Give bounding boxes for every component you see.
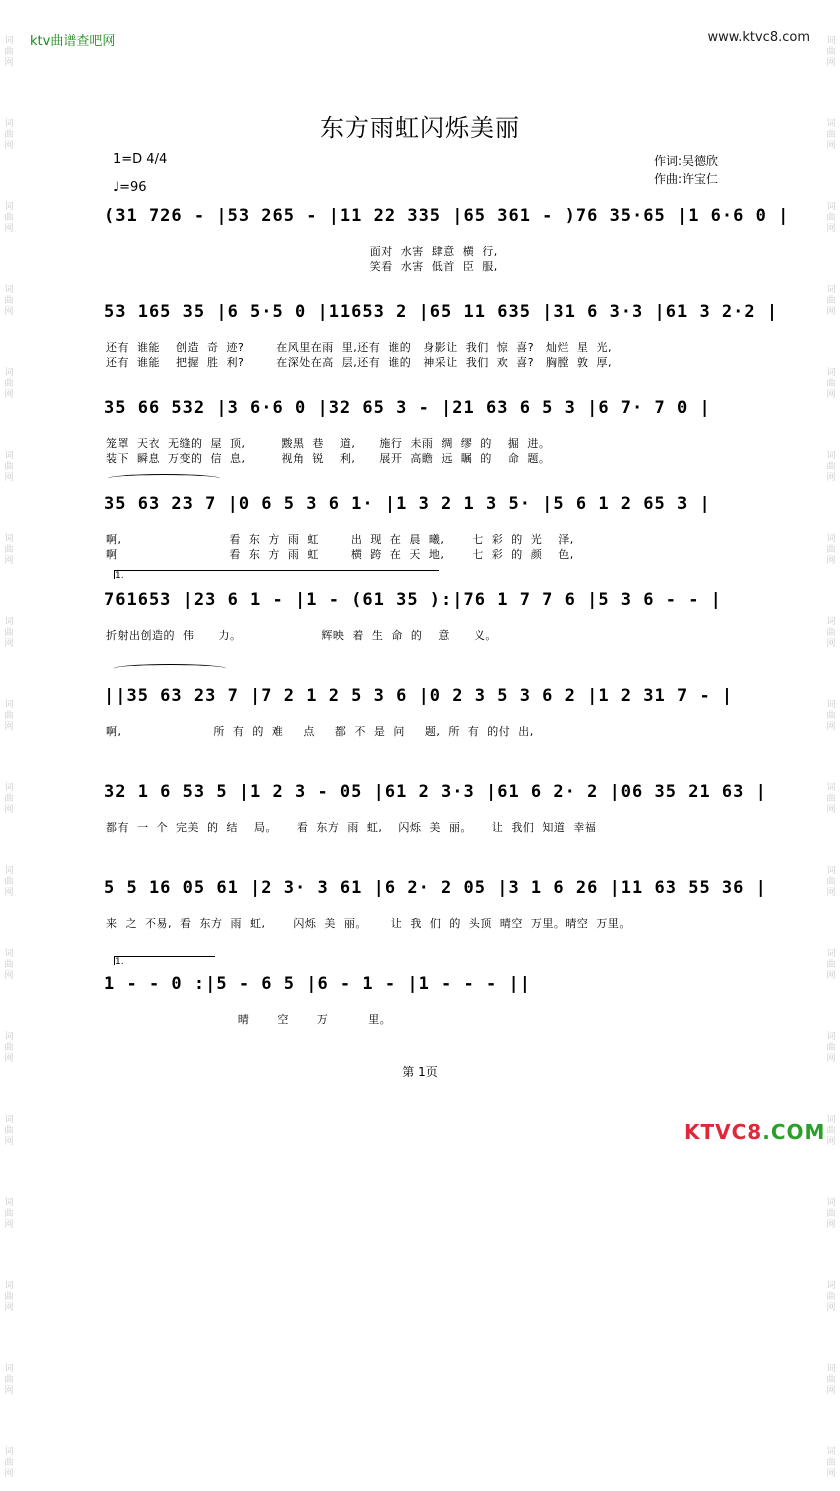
notes-text: 53 165 35 |6 5·5 0 |11653 2 |65 11 635 |31 6 3·3 |61 3 2·2 |: [104, 302, 779, 322]
lyric-line: 折射出创造的 伟 力。 辉映 着 生 命 的 意 义。: [106, 629, 497, 642]
watermark-text: 词 曲 网: [826, 368, 836, 400]
score-row: [104, 678, 754, 748]
notation-line: [104, 390, 754, 426]
watermark-text: 词 曲 网: [4, 783, 14, 815]
watermark-text: 词 曲 网: [4, 1364, 14, 1396]
notation-line: [104, 774, 767, 810]
lyric-line: 啊, 看 东 方 雨 虹 出 现 在 晨 曦, 七 彩 的 光 泽,: [106, 533, 574, 546]
notes-text: (31 726 - |53 265 - |11 22 335 |65 361 - )76 35·65 |1 6·6 0 |: [104, 206, 790, 226]
watermark-text: 词 曲 网: [826, 783, 836, 815]
watermark-text: 词 曲 网: [4, 1198, 14, 1230]
watermark-text: 词 曲 网: [826, 451, 836, 483]
watermark-text: 词 曲 网: [826, 1198, 836, 1230]
watermark-right: [824, 0, 838, 1479]
site-name[interactable]: ktv曲谱查吧网: [30, 34, 116, 49]
notation-line: [104, 294, 779, 330]
lyricist-credit: 作词:吴德欣: [654, 154, 719, 168]
watermark-text: 词 曲 网: [826, 534, 836, 566]
watermark-text: 词 曲 网: [826, 1281, 836, 1313]
watermark-text: 词 曲 网: [4, 368, 14, 400]
notes-text: 5 5 16 05 61 |2 3· 3 61 |6 2· 2 05 |3 1 6 26 |11 63 55 36 |: [104, 878, 767, 898]
notation-line: [104, 678, 754, 714]
notation-line: [104, 198, 790, 234]
site-url[interactable]: www.ktvc8.com: [707, 30, 810, 45]
score-row: [104, 198, 790, 278]
tempo-marking: ♩=96: [113, 180, 147, 195]
volta-bracket: 1.: [114, 570, 439, 579]
watermark-text: 词 曲 网: [4, 534, 14, 566]
watermark-text: 词 曲 网: [4, 700, 14, 732]
watermark-text: 词 曲 网: [4, 119, 14, 151]
lyric-line: 都有 一 个 完美 的 结 局。 看 东方 雨 虹, 闪烁 美 丽。 让 我们 知道 幸福: [106, 821, 597, 834]
volta-bracket: 1.: [114, 956, 215, 965]
watermark-text: 词 曲 网: [4, 617, 14, 649]
watermark-text: 词 曲 网: [4, 1447, 14, 1479]
notation-line: [104, 870, 767, 906]
lyric-line: 啊, 所 有 的 难 点 都 不 是 问 题, 所 有 的付 出,: [106, 725, 534, 738]
watermark-text: 词 曲 网: [826, 285, 836, 317]
lyric-line: 装下 瞬息 万变的 信 息, 视角 锐 利, 展开 高瞻 远 瞩 的 命 题。: [106, 452, 551, 465]
notes-text: 32 1 6 53 5 |1 2 3 - 05 |61 2 3·3 |61 6 2· 2 |06 35 21 63 |: [104, 782, 767, 802]
score-row: [104, 486, 754, 566]
score-row: [104, 294, 779, 374]
watermark-text: 词 曲 网: [826, 1364, 836, 1396]
watermark-text: 词 曲 网: [826, 700, 836, 732]
composer-credit: 作曲:许宝仁: [654, 172, 719, 186]
watermark-text: 词 曲 网: [4, 1032, 14, 1064]
watermark-text: 词 曲 网: [4, 1115, 14, 1147]
score-row: [104, 571, 754, 652]
lyric-line: 啊 看 东 方 雨 虹 横 跨 在 天 地, 七 彩 的 颜 色,: [106, 548, 574, 561]
watermark-text: 词 曲 网: [826, 866, 836, 898]
watermark-text: 词 曲 网: [4, 285, 14, 317]
lyric-line: 晴 空 万 里。: [106, 1013, 392, 1026]
page-number: 第 1页: [402, 1065, 438, 1079]
notation-line: [104, 486, 754, 522]
watermark-text: 词 曲 网: [826, 202, 836, 234]
watermark-text: 词 曲 网: [826, 949, 836, 981]
watermark-text: 词 曲 网: [826, 617, 836, 649]
notes-text: ||35 63 23 7 |7 2 1 2 5 3 6 |0 2 3 5 3 6 2 |1 2 31 7 - |: [104, 686, 734, 706]
notes-text: 1 - - 0 :|5 - 6 5 |6 - 1 - |1 - - - ||: [104, 974, 531, 994]
page-title: 东方雨虹闪烁美丽: [320, 114, 520, 142]
lyric-line: 笼罩 天衣 无缝的 屋 顶, 黢黑 巷 道, 施行 未雨 绸 缪 的 掘 进。: [106, 437, 551, 450]
watermark-text: 词 曲 网: [826, 1115, 836, 1147]
lyric-line: 来 之 不易, 看 东方 雨 虹, 闪烁 美 丽。 让 我 们 的 头顶 晴空 万里。晴空 万里。: [106, 917, 631, 930]
watermark-text: 词 曲 网: [4, 36, 14, 68]
notation-line: [104, 582, 754, 618]
lyric-line: 还有 谁能 把握 胜 利? 在深处在高 层,还有 谁的 神采让 我们 欢 喜? 胸膛 敦 厚,: [106, 356, 613, 369]
watermark-text: 词 曲 网: [826, 119, 836, 151]
score-row: [104, 870, 767, 940]
watermark-text: 词 曲 网: [826, 1032, 836, 1064]
notes-text: 35 66 532 |3 6·6 0 |32 65 3 - |21 63 6 5 3 |6 7· 7 0 |: [104, 398, 711, 418]
score-row: [104, 390, 754, 470]
logo-suffix: .COM: [762, 1120, 826, 1144]
watermark-text: 词 曲 网: [826, 36, 836, 68]
score-row: [104, 774, 767, 844]
watermark-text: 词 曲 网: [4, 451, 14, 483]
watermark-left: [2, 0, 16, 1479]
slur-mark: [108, 474, 220, 483]
watermark-text: 词 曲 网: [4, 866, 14, 898]
score-row: [104, 957, 754, 1036]
notes-text: 761653 |23 6 1 - |1 - (61 35 ):|76 1 7 7 6 |5 3 6 - - |: [104, 590, 722, 610]
watermark-text: 词 曲 网: [4, 1281, 14, 1313]
slur-mark: [114, 664, 226, 673]
notation-line: [104, 966, 754, 1002]
key-signature: 1=D 4/4: [113, 152, 168, 167]
watermark-text: 词 曲 网: [826, 1447, 836, 1479]
watermark-text: 词 曲 网: [4, 949, 14, 981]
lyric-line: 笑看 水害 低首 臣 服,: [106, 260, 498, 273]
watermark-text: 词 曲 网: [4, 202, 14, 234]
lyric-line: 面对 水害 肆意 横 行,: [106, 245, 498, 258]
lyric-line: 还有 谁能 创造 奇 迹? 在风里在雨 里,还有 谁的 身影让 我们 惊 喜? 灿烂 星 光,: [106, 341, 613, 354]
notes-text: 35 63 23 7 |0 6 5 3 6 1· |1 3 2 1 3 5· |5 6 1 2 65 3 |: [104, 494, 711, 514]
site-logo: [684, 1120, 825, 1144]
logo-text: KTVC8: [684, 1120, 763, 1144]
